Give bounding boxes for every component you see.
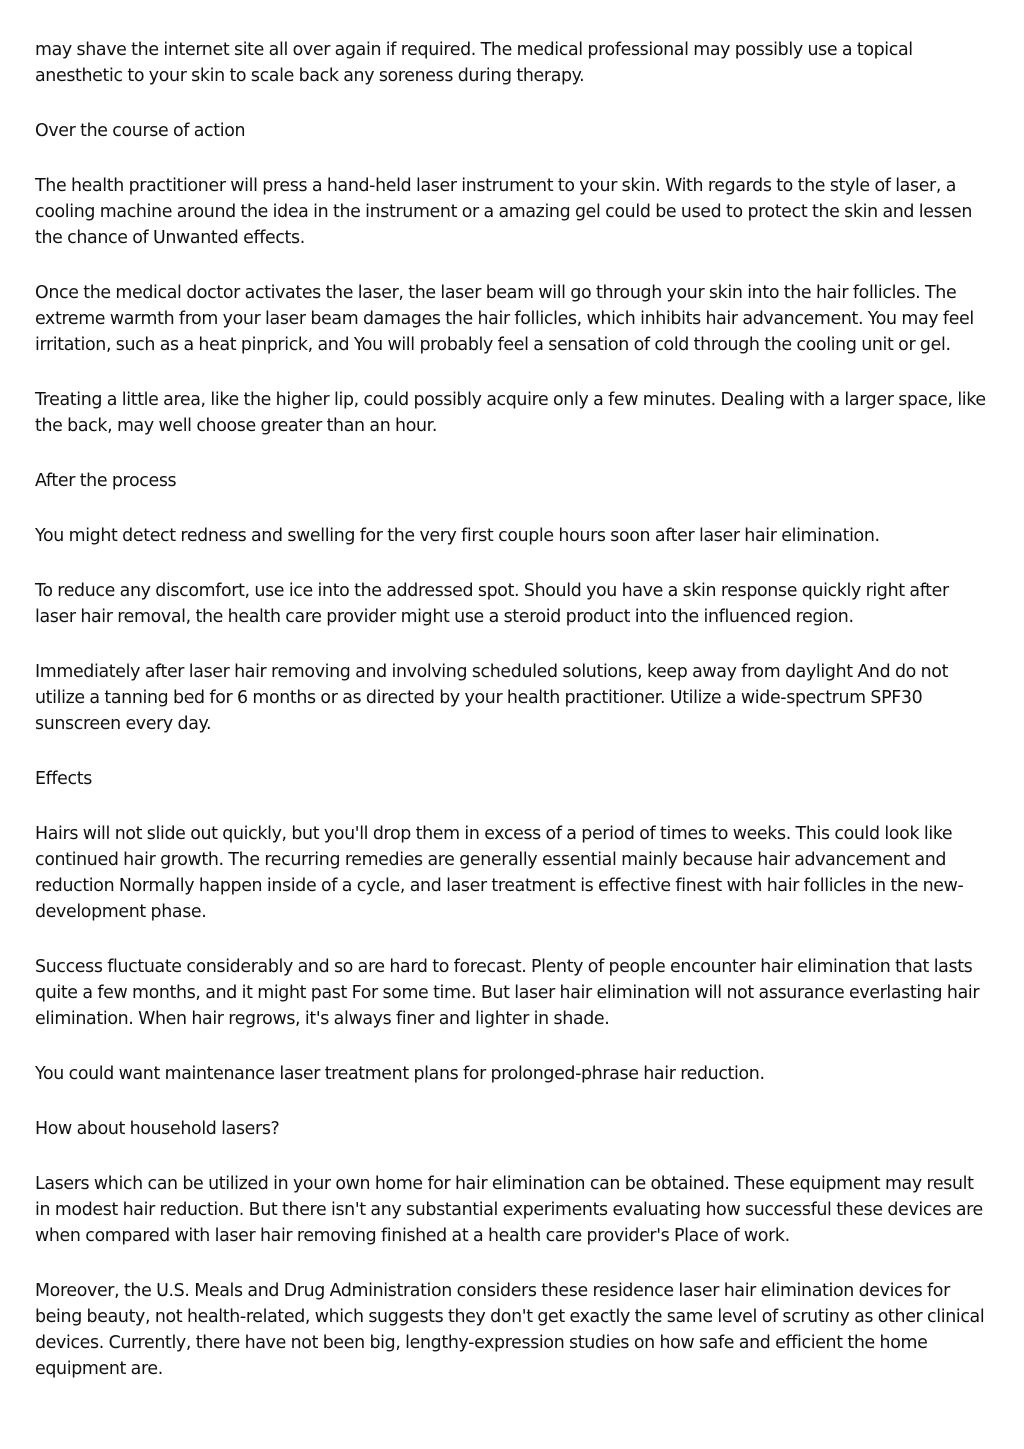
paragraph: Treating a little area, like the higher lip, could possibly acquire only a few minutes. Dealing with a larger space, like the back, may well choose greater than an hour.: [35, 390, 986, 436]
paragraph: You might detect redness and swelling for the very first couple hours soon after laser hair elimination.: [35, 526, 880, 546]
paragraph: Lasers which can be utilized in your own home for hair elimination can be obtained. These equipment may result in modest hair reduction. But there isn't any substantial experiments evaluating how successful these devices are when compared with laser hair removing finished at a health care provider's Place of work.: [35, 1174, 983, 1246]
paragraph: Moreover, the U.S. Meals and Drug Administration considers these residence laser hair elimination devices for being beauty, not health-related, which suggests they don't get exactly the same level of scrutiny as other clinical devices. Currently, there have not been big, lengthy-expression studies on how safe and efficient the home equipment are.: [35, 1281, 985, 1379]
paragraph: Immediately after laser hair removing and involving scheduled solutions, keep away from daylight And do not utilize a tanning bed for 6 months or as directed by your health practitioner. Utilize a wide-spectrum SPF30 sunscreen every day.: [35, 662, 949, 734]
paragraph: may shave the internet site all over again if required. The medical professional may possibly use a topical anesthetic to your skin to scale back any soreness during therapy.: [35, 40, 913, 86]
paragraph: Once the medical doctor activates the laser, the laser beam will go through your skin into the hair follicles. The extreme warmth from your laser beam damages the hair follicles, which inhibits hair advancement. You may feel irritation, such as a heat pinprick, and You will probably feel a sensation of cold through the cooling unit or gel.: [35, 283, 974, 355]
section-heading: Effects: [35, 769, 92, 789]
document-body: [35, 37, 990, 1411]
paragraph: The health practitioner will press a hand-held laser instrument to your skin. With regards to the style of laser, a cooling machine around the idea in the instrument or a amazing gel could be used to protect the skin and lessen the chance of Unwanted effects.: [35, 176, 973, 248]
section-heading: Over the course of action: [35, 121, 246, 141]
paragraph: Success fluctuate considerably and so are hard to forecast. Plenty of people encounter hair elimination that lasts quite a few months, and it might past For some time. But laser hair elimination will not assurance everlasting hair elimination. When hair regrows, it's always finer and lighter in shade.: [35, 957, 980, 1029]
paragraph: You could want maintenance laser treatment plans for prolonged-phrase hair reduction.: [35, 1064, 765, 1084]
section-heading: How about household lasers?: [35, 1119, 280, 1139]
section-heading: After the process: [35, 471, 177, 491]
paragraph: To reduce any discomfort, use ice into the addressed spot. Should you have a skin response quickly right after laser hair removal, the health care provider might use a steroid product into the influenced region.: [35, 581, 949, 627]
paragraph: Hairs will not slide out quickly, but you'll drop them in excess of a period of times to weeks. This could look like continued hair growth. The recurring remedies are generally essential mainly because hair advancement and reduction Normally happen inside of a cycle, and laser treatment is effective finest with hair follicles in the new-development phase.: [35, 824, 964, 922]
